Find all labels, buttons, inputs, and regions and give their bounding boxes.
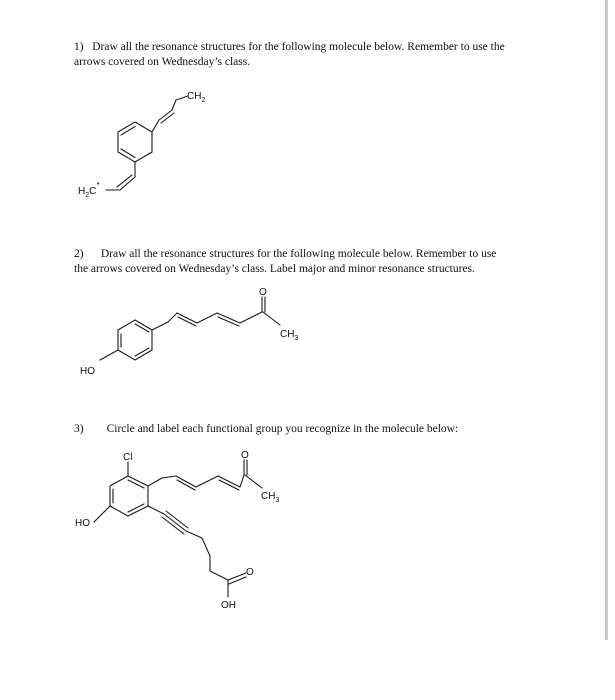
- molecule-2-bond: [168, 313, 177, 322]
- question-2-text-line2: the arrows covered on Wednesday’s class. Label major and minor resonance structures.: [74, 263, 475, 275]
- molecule-2-bond: [152, 322, 168, 330]
- molecule-1-bond: [172, 100, 176, 110]
- question-2-number: 2): [74, 248, 84, 260]
- question-2-text-line1: Draw all the resonance structures for the following molecule below. Remember to use: [100, 248, 497, 260]
- molecule-3-oh-label: OH: [221, 600, 236, 611]
- molecule-1-ring: [118, 122, 152, 162]
- question-3-text-line1: Circle and label each functional group you recognize in the molecule below:: [106, 423, 459, 435]
- molecule-1-ring-double-2: [121, 149, 135, 158]
- molecule-3-bond: [240, 475, 244, 487]
- molecule-3-cl-label: Cl: [123, 452, 133, 463]
- molecule-2-ho-label: HO: [80, 366, 95, 377]
- molecule-2-structure: [100, 297, 280, 360]
- molecule-3-bond: [162, 476, 176, 478]
- molecule-3-ho-label: HO: [75, 518, 90, 529]
- molecule-3-ring: [110, 476, 148, 516]
- molecule-3-triple-bond: [164, 514, 186, 531]
- molecule-3-triple-bond: [166, 511, 188, 528]
- molecule-3-bond-ho: [94, 506, 110, 522]
- molecule-2-bond: [197, 313, 217, 323]
- molecule-2-ch3-label: $CH_3$: [280, 329, 299, 342]
- molecule-3-ch3-label: $CH_3$: [261, 491, 280, 504]
- molecule-3-ring-double-2: [128, 504, 144, 512]
- molecule-3-bond-ch3: [245, 475, 262, 488]
- molecule-3-bond: [202, 538, 210, 556]
- molecule-3-bond: [196, 476, 218, 487]
- molecule-2-ring-double-1: [135, 324, 149, 332]
- molecule-1-h2c-label: $H_2C$: [78, 186, 97, 199]
- molecule-3-acid-oxygen-label: O: [246, 567, 254, 578]
- molecule-1-ch2-label: $CH_2$: [187, 91, 206, 104]
- molecule-3-bond: [148, 478, 162, 486]
- molecule-1-bond: [152, 120, 159, 132]
- molecule-2-oxygen-label: O: [259, 287, 267, 298]
- molecule-3-ketone-oxygen-label: O: [241, 450, 249, 461]
- molecule-2-bond: [240, 312, 262, 323]
- molecule-3-bond: [186, 531, 202, 538]
- molecule-1-bond-double: [161, 113, 174, 123]
- question-1-text-line1: Draw all the resonance structures for the following molecule below. Remember to use the: [92, 41, 505, 53]
- molecule-3-ring-double-1: [128, 480, 144, 488]
- molecule-2-bond-ch3: [263, 312, 280, 325]
- molecule-2-ring-double-2: [135, 348, 149, 356]
- question-3-number: 3): [74, 423, 84, 435]
- question-1-number: 1): [74, 41, 84, 53]
- molecule-3-structure: [94, 460, 262, 597]
- molecule-3-bond: [210, 571, 228, 580]
- molecule-1-ring-double-1: [121, 127, 135, 136]
- question-1-text-line2: arrows covered on Wednesday’s class.: [74, 56, 251, 68]
- molecule-2-bond-ho: [100, 350, 118, 360]
- molecule-3-acid-carbonyl: [228, 573, 246, 580]
- molecule-1-structure: [106, 96, 188, 190]
- molecule-2-ring: [118, 320, 152, 360]
- molecule-3-triple-bond: [162, 517, 184, 534]
- molecule-1-bond: [159, 110, 172, 120]
- molecule-1-radical-dot: •: [97, 181, 100, 188]
- molecule-3-bond: [148, 506, 164, 514]
